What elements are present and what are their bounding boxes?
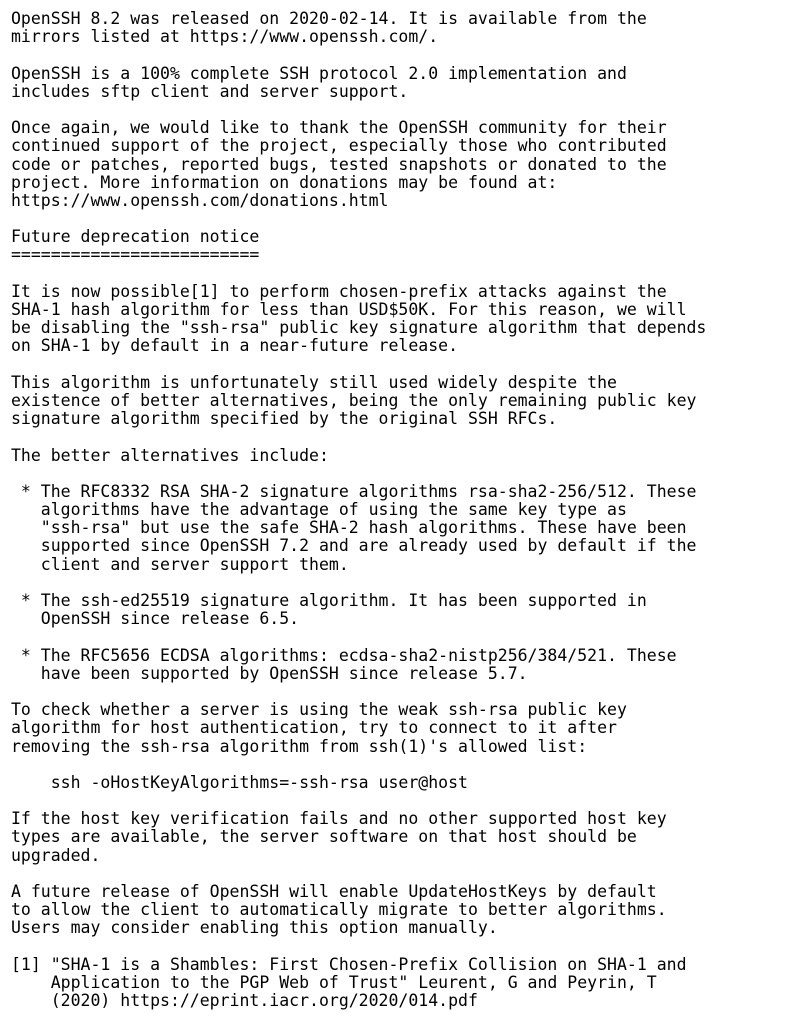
text-line: algorithm for host authentication, try to connect to it after — [11, 718, 617, 738]
text-line: "ssh-rsa" but use the safe SHA-2 hash algorithms. These have been — [11, 518, 687, 538]
blank-line — [11, 210, 800, 228]
text-line: ssh -oHostKeyAlgorithms=-ssh-rsa user@host — [11, 772, 468, 792]
text-line: to allow the client to automatically migrate to better algorithms. — [11, 900, 667, 920]
text-line: A future release of OpenSSH will enable UpdateHostKeys by default — [11, 882, 657, 901]
text-line: signature algorithm specified by the original SSH RFCs. — [11, 409, 558, 429]
text-line: [1] "SHA-1 is a Shambles: First Chosen-Prefix Collision on SHA-1 and — [11, 954, 687, 974]
blank-line — [11, 46, 800, 64]
blank-line — [11, 465, 800, 483]
text-line: OpenSSH since release 6.5. — [11, 609, 300, 629]
text-line: If the host key verification fails and no other supported host key — [11, 809, 667, 829]
blank-line — [11, 938, 800, 956]
text-line: existence of better alternatives, being the only remaining public key — [11, 390, 697, 410]
text-line: Application to the PGP Web of Trust" Leurent, G and Peyrin, T — [11, 972, 657, 992]
text-line: algorithms have the advantage of using the same key type as — [11, 500, 627, 520]
text-line: * The RFC5656 ECDSA algorithms: ecdsa-sha2-nistp256/384/521. These — [11, 645, 677, 665]
blank-line — [11, 628, 800, 646]
text-line: continued support of the project, especially those who contributed — [11, 136, 667, 156]
text-line: on SHA-1 by default in a near-future release. — [11, 336, 459, 356]
blank-line — [11, 683, 800, 701]
release-notes-document — [0, 10, 800, 1010]
text-line: This algorithm is unfortunately still used widely despite the — [11, 372, 617, 392]
blank-line — [11, 265, 800, 283]
text-line: SHA-1 hash algorithm for less than USD$50K. For this reason, we will — [11, 300, 687, 319]
text-line: includes sftp client and server support. — [11, 81, 409, 101]
blank-line — [11, 356, 800, 374]
text-line: https://www.openssh.com/donations.html — [11, 190, 389, 210]
blank-line — [11, 756, 800, 774]
text-line: ========================= — [11, 245, 260, 265]
text-line: * The ssh-ed25519 signature algorithm. It has been supported in — [11, 591, 647, 610]
text-line: types are available, the server software on that host should be — [11, 827, 637, 847]
text-line: OpenSSH is a 100% complete SSH protocol 2.0 implementation and — [11, 63, 627, 83]
text-line: Once again, we would like to thank the OpenSSH community for their — [11, 118, 667, 138]
text-line: OpenSSH 8.2 was released on 2020-02-14. It is available from the — [11, 9, 647, 28]
text-line: * The RFC8332 RSA SHA-2 signature algorithms rsa-sha2-256/512. These — [11, 481, 697, 501]
text-line: Users may consider enabling this option manually. — [11, 918, 498, 938]
text-line: code or patches, reported bugs, tested snapshots or donated to the — [11, 154, 667, 174]
text-line: supported since OpenSSH 7.2 and are already used by default if the — [11, 536, 697, 556]
text-line: It is now possible[1] to perform chosen-prefix attacks against the — [11, 281, 667, 301]
text-line: be disabling the "ssh-rsa" public key signature algorithm that depends — [11, 318, 707, 338]
text-line: The better alternatives include: — [11, 445, 329, 465]
text-line: (2020) https://eprint.iacr.org/2020/014.pdf — [11, 991, 478, 1011]
text-line: project. More information on donations may be found at: — [11, 172, 558, 192]
blank-line — [11, 792, 800, 810]
text-line: mirrors listed at https://www.openssh.com/. — [11, 27, 439, 47]
blank-line — [11, 101, 800, 119]
text-line: To check whether a server is using the weak ssh-rsa public key — [11, 700, 627, 720]
text-line: have been supported by OpenSSH since release 5.7. — [11, 663, 528, 683]
text-line: Future deprecation notice — [11, 227, 260, 247]
text-line: upgraded. — [11, 845, 101, 865]
text-line: removing the ssh-rsa algorithm from ssh(1)'s allowed list: — [11, 736, 588, 756]
text-line: client and server support them. — [11, 554, 349, 574]
blank-line — [11, 428, 800, 446]
blank-line — [11, 574, 800, 592]
blank-line — [11, 865, 800, 883]
